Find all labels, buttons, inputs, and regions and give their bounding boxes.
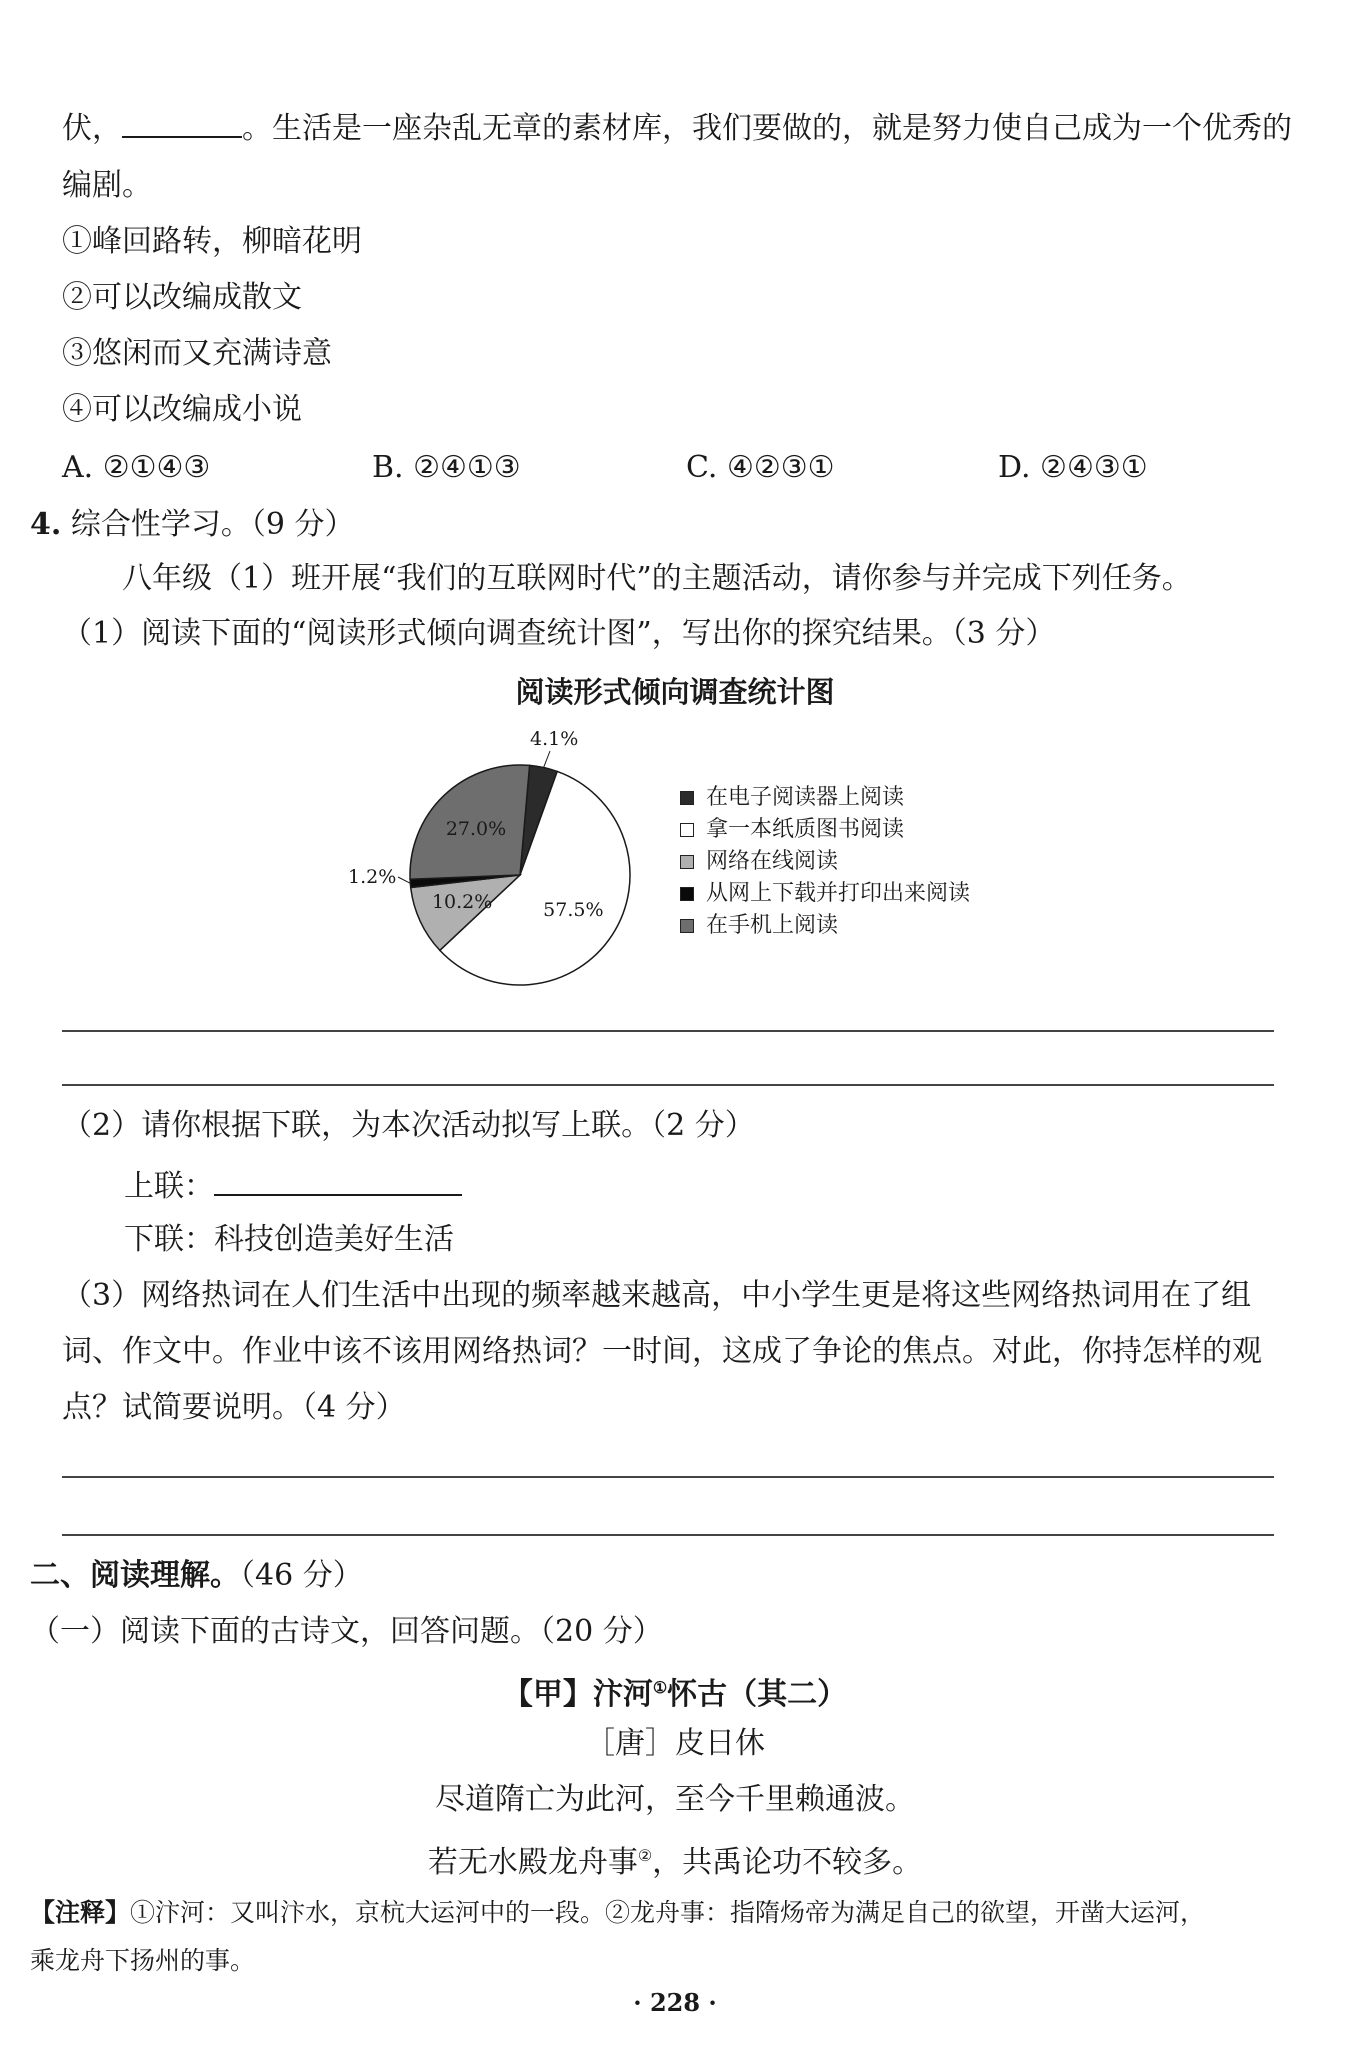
q3-item-2: ②可以改编成散文 <box>62 280 302 315</box>
pie-slice-label: 4.1% <box>530 728 579 750</box>
legend-item: 在电子阅读器上阅读 <box>680 782 970 814</box>
legend-item: 从网上下载并打印出来阅读 <box>680 878 970 910</box>
legend-swatch <box>680 855 694 869</box>
legend-swatch <box>680 919 694 933</box>
q3-item-3: ③悠闲而又充满诗意 <box>62 336 332 371</box>
q3-answer-blank[interactable] <box>122 106 242 138</box>
pie-leader-line <box>544 751 550 768</box>
legend-swatch <box>680 791 694 805</box>
upper-couplet: 上联： <box>124 1164 462 1207</box>
chart-title: 阅读形式倾向调查统计图 <box>515 675 835 709</box>
q4-sub3-line2: 词、作文中。作业中该不该用网络热词？一时间，这成了争论的焦点。对此，你持怎样的观 <box>62 1334 1262 1369</box>
q4-sub1: （1）阅读下面的“阅读形式倾向调查统计图”，写出你的探究结果。（3 分） <box>62 616 1056 651</box>
q4-intro: 八年级（1）班开展“我们的互联网时代”的主题活动，请你参与并完成下列任务。 <box>122 561 1192 596</box>
poem-line-1: 尽道隋亡为此河，至今千里赖通波。 <box>435 1782 915 1817</box>
answer-line[interactable] <box>62 1476 1274 1478</box>
answer-line[interactable] <box>62 1030 1274 1032</box>
lower-couplet: 下联：科技创造美好生活 <box>124 1222 454 1257</box>
q3-option-c[interactable]: C. ④②③① <box>686 450 835 485</box>
poem-title: 【甲】汴河①怀古（其二） <box>502 1677 848 1712</box>
q4-sub2: （2）请你根据下联，为本次活动拟写上联。（2 分） <box>62 1108 755 1143</box>
q3-item-4: ④可以改编成小说 <box>62 392 302 427</box>
pie-leader-line <box>398 877 410 883</box>
pie-slice-label: 57.5% <box>543 898 604 921</box>
legend-item: 网络在线阅读 <box>680 846 970 878</box>
q4-sub3-line1: （3）网络热词在人们生活中出现的频率越来越高，中小学生更是将这些网络热词用在了组 <box>62 1278 1252 1313</box>
poem-author: ［唐］皮日休 <box>585 1726 765 1761</box>
page-number: · 228 · <box>633 1988 717 2017</box>
q3-option-d[interactable]: D. ②④③① <box>998 450 1148 485</box>
legend-swatch <box>680 887 694 901</box>
legend-item: 在手机上阅读 <box>680 910 970 942</box>
upper-couplet-blank[interactable] <box>214 1164 462 1196</box>
pie-slice-label: 10.2% <box>431 890 493 913</box>
legend-item: 拿一本纸质图书阅读 <box>680 814 970 846</box>
annotation-line1: 【注释】①汴河：又叫汴水，京杭大运河中的一段。②龙舟事：指隋炀帝为满足自己的欲望，开凿大运河， <box>30 1898 1206 1927</box>
pie-slice-label: 1.2% <box>348 866 397 888</box>
part2-sub1: （一）阅读下面的古诗文，回答问题。（20 分） <box>30 1614 663 1649</box>
part2-heading: 二、阅读理解。（46 分） <box>30 1558 363 1593</box>
q3-line2: 编剧。 <box>62 168 152 203</box>
q4-heading: 4. 综合性学习。（9 分） <box>30 507 355 542</box>
q3-option-b[interactable]: B. ②④①③ <box>372 450 521 485</box>
answer-line[interactable] <box>62 1534 1274 1536</box>
q4-sub3-line3: 点？试简要说明。（4 分） <box>62 1390 406 1425</box>
q3-line1: 伏， 。生活是一座杂乱无章的素材库，我们要做的，就是努力使自己成为一个优秀的 <box>62 106 1292 149</box>
pie-chart <box>340 720 670 990</box>
poem-line-2: 若无水殿龙舟事②，共禹论功不较多。 <box>427 1845 923 1880</box>
pie-slice-label: 27.0% <box>445 817 507 840</box>
q3-option-a[interactable]: A. ②①④③ <box>62 450 211 485</box>
q3-item-1: ①峰回路转，柳暗花明 <box>62 224 362 259</box>
chart-legend <box>680 782 970 942</box>
legend-swatch <box>680 823 694 837</box>
annotation-line2: 乘龙舟下扬州的事。 <box>30 1946 256 1975</box>
answer-line[interactable] <box>62 1084 1274 1086</box>
